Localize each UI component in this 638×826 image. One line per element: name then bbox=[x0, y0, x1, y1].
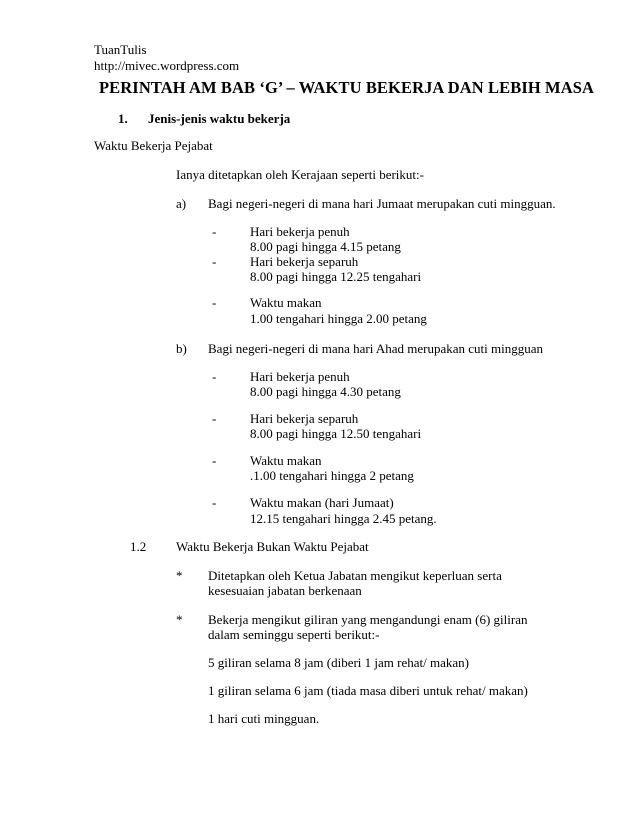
section-number: 1.2 bbox=[130, 539, 147, 554]
list-dash: - bbox=[212, 224, 217, 239]
header-author: TuanTulis bbox=[94, 42, 147, 57]
list-item-time: 8.00 pagi hingga 4.30 petang bbox=[250, 384, 401, 399]
list-item-label: Hari bekerja penuh bbox=[250, 369, 350, 384]
list-item-time: 8.00 pagi hingga 12.50 tengahari bbox=[250, 426, 422, 441]
list-marker-a: a) bbox=[176, 196, 187, 211]
shift-line: 1 hari cuti mingguan. bbox=[208, 711, 320, 726]
page-title: PERINTAH AM BAB ‘G’ – WAKTU BEKERJA DAN LEBIH MASA bbox=[99, 78, 595, 97]
list-item-label: Waktu makan (hari Jumaat) bbox=[250, 495, 394, 510]
list-dash: - bbox=[212, 411, 217, 426]
list-item-time: 12.15 tengahari hingga 2.45 petang. bbox=[250, 511, 437, 526]
bullet-text: dalam seminggu seperti berikut:- bbox=[208, 627, 380, 642]
section-number: 1. bbox=[118, 111, 128, 126]
section-heading: Jenis-jenis waktu bekerja bbox=[148, 111, 291, 126]
list-item-time: 8.00 pagi hingga 4.15 petang bbox=[250, 239, 401, 254]
list-item-time: 1.00 tengahari hingga 2.00 petang bbox=[250, 311, 427, 326]
list-dash: - bbox=[212, 295, 217, 310]
shift-line: 1 giliran selama 6 jam (tiada masa diberi untuk rehat/ makan) bbox=[208, 683, 528, 698]
bullet-text: kesesuaian jabatan berkenaan bbox=[208, 583, 362, 598]
list-item-label: Waktu makan bbox=[250, 295, 322, 310]
section-heading: Waktu Bekerja Bukan Waktu Pejabat bbox=[176, 539, 369, 554]
bullet-marker: * bbox=[176, 568, 183, 583]
list-dash: - bbox=[212, 495, 217, 510]
list-item-time: .1.00 tengahari hingga 2 petang bbox=[250, 468, 414, 483]
subheading-office-hours: Waktu Bekerja Pejabat bbox=[94, 138, 213, 153]
bullet-text: Bekerja mengikut giliran yang mengandungi enam (6) giliran bbox=[208, 612, 528, 627]
list-dash: - bbox=[212, 369, 217, 384]
list-item-label: Hari bekerja penuh bbox=[250, 224, 350, 239]
bullet-marker: * bbox=[176, 612, 183, 627]
shift-line: 5 giliran selama 8 jam (diberi 1 jam rehat/ makan) bbox=[208, 655, 469, 670]
list-item-a-text: Bagi negeri-negeri di mana hari Jumaat merupakan cuti mingguan. bbox=[208, 196, 556, 211]
list-item-b-text: Bagi negeri-negeri di mana hari Ahad merupakan cuti mingguan bbox=[208, 341, 543, 356]
list-item-label: Hari bekerja separuh bbox=[250, 411, 359, 426]
list-item-label: Waktu makan bbox=[250, 453, 322, 468]
header-url: http://mivec.wordpress.com bbox=[94, 58, 240, 73]
list-dash: - bbox=[212, 453, 217, 468]
list-dash: - bbox=[212, 254, 217, 269]
list-marker-b: b) bbox=[176, 341, 187, 356]
list-item-label: Hari bekerja separuh bbox=[250, 254, 359, 269]
bullet-text: Ditetapkan oleh Ketua Jabatan mengikut keperluan serta bbox=[208, 568, 502, 583]
list-item-time: 8.00 pagi hingga 12.25 tengahari bbox=[250, 269, 422, 284]
office-intro: Ianya ditetapkan oleh Kerajaan seperti berikut:- bbox=[176, 167, 424, 182]
